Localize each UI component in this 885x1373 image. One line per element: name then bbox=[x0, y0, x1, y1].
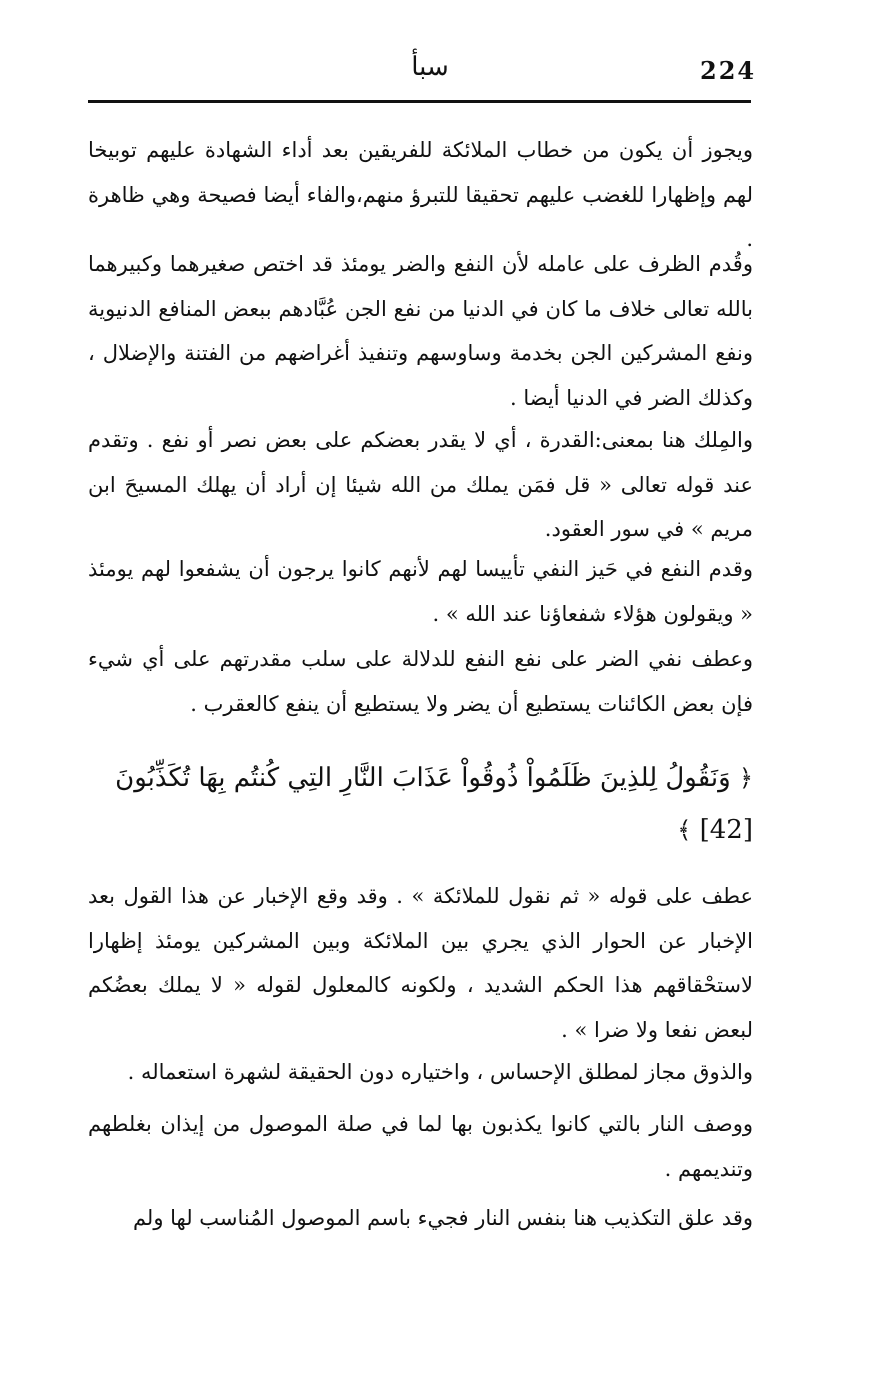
paragraph-1: ويجوز أن يكون من خطاب الملائكة للفريقين بعد أداء الشهادة عليهم توبيخا لهم وإظهارا للغضب عليهم تحقيقا للتبرؤ منهم،والفاء أيضا فصيحة وهي ظاهرة . bbox=[88, 138, 753, 251]
paragraph-2: وقُدم الظرف على عامله لأن النفع والضر يومئذ قد اختص صغيرهما وكبيرهما بالله تعالى خلاف ما كان في الدنيا من نفع الجن عُبَّادهم ببعض المنافع الدنيوية ونفع المشركين الجن بخدمة وساوسهم وتنفيذ أغراضهم من الفتنة والإضلال ، وكذلك الضر في الدنيا أيضا . bbox=[88, 252, 753, 410]
verse-text: وَنَقُولُ لِلذِينَ ظَلَمُواْ ذُوقُواْ عَذَابَ النَّارِ التِي كُنتُم بِهَا تُكَذِّبُونَ bbox=[115, 763, 731, 793]
header-rule bbox=[88, 100, 751, 103]
quran-verse bbox=[88, 752, 753, 856]
running-head: سبأ bbox=[411, 52, 449, 82]
paragraph-7: والذوق مجاز لمطلق الإحساس ، واختياره دون الحقيقة لشهرة استعماله . bbox=[127, 1060, 753, 1084]
verse-close-ornament: ﴾ bbox=[677, 816, 692, 844]
paragraph-9: وقد علق التكذيب هنا بنفس النار فجيء باسم الموصول المُناسب لها ولم bbox=[132, 1206, 753, 1230]
paragraph-6: عطف على قوله « ثم نقول للملائكة » . وقد وقع الإخبار عن هذا القول بعد الإخبار عن الحوار الذي يجري بين الملائكة وبين المشركين يومئذ إظهارا لاستحْقاقهم هذا الحكم الشديد ، ولكونه كالمعلول لقوله « لا يملك بعضُكم لبعض نفعا ولا ضرا » . bbox=[88, 884, 753, 1042]
paragraph-8: ووصف النار بالتي كانوا يكذبون بها لما في صلة الموصول من إيذان بغلطهم وتنديمهم . bbox=[88, 1112, 753, 1181]
page-number: 224 bbox=[700, 56, 757, 85]
paragraph-5: وعطف نفي الضر على نفع النفع للدلالة على سلب مقدرتهم على أي شيء فإن بعض الكائنات يستطيع أن يضر ولا يستطيع أن ينفع كالعقرب . bbox=[88, 647, 753, 716]
verse-open-ornament: ﴿ bbox=[738, 764, 753, 792]
paragraph-4: وقدم النفع في حَيز النفي تأييسا لهم لأنهم كانوا يرجون أن يشفعوا لهم يومئذ « ويقولون هؤلاء شفعاؤنا عند الله » . bbox=[88, 557, 753, 626]
paragraph-3: والمِلك هنا بمعنى:القدرة ، أي لا يقدر بعضكم على بعض نصر أو نفع . وتقدم عند قوله تعالى « قل فمَن يملك من الله شيئا إن أراد أن يهلك المسيحَ ابن مريم » في سور العقود. bbox=[88, 428, 753, 541]
verse-number: [42] bbox=[699, 815, 753, 845]
